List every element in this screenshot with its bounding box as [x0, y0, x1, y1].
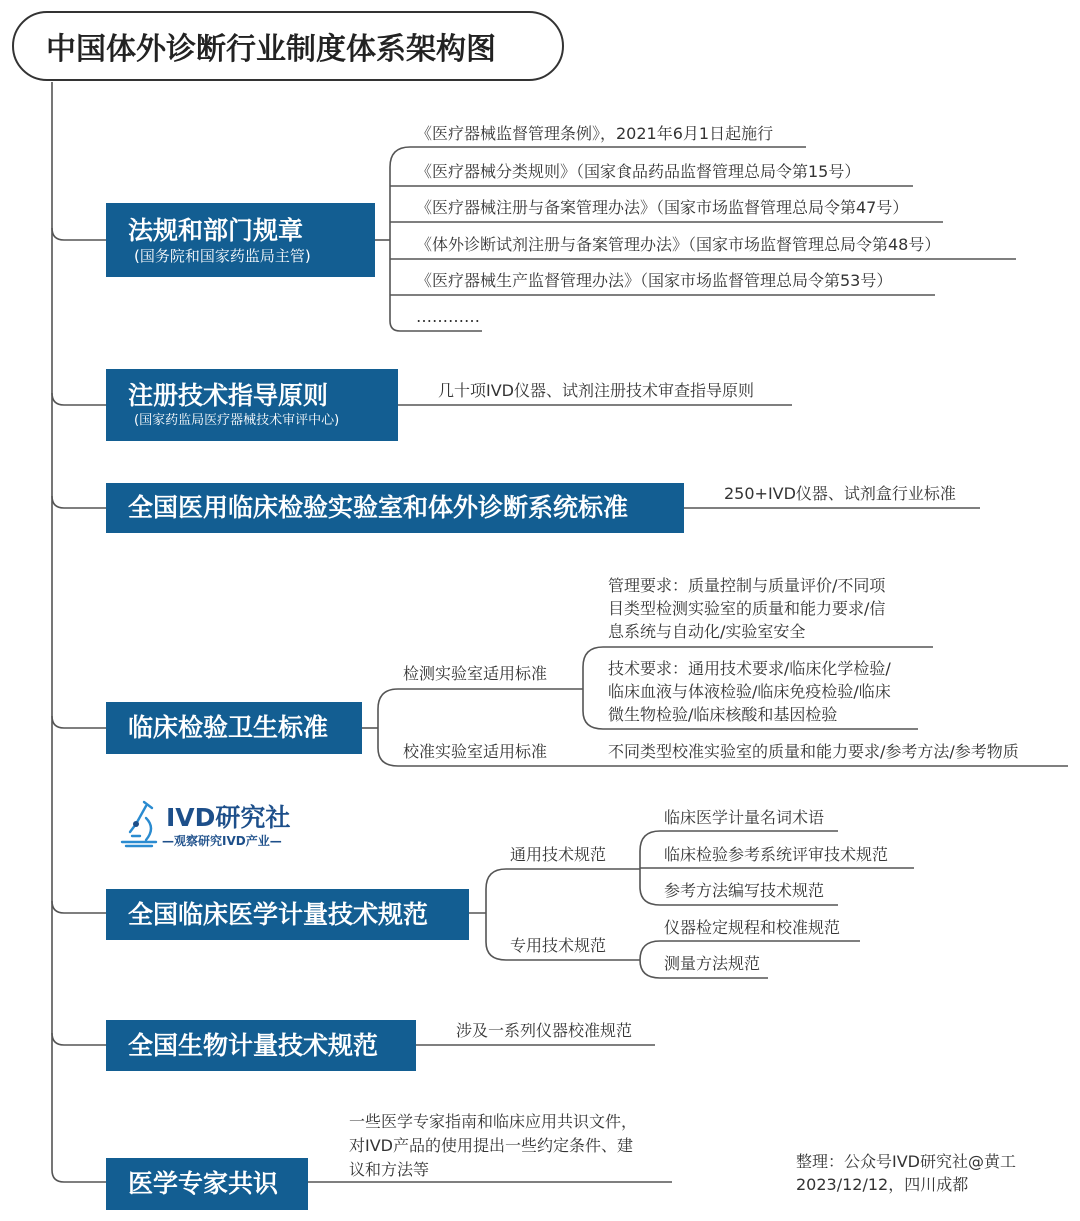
- regulation-item: 《体外诊断试剂注册与备案管理办法》（国家市场监督管理总局令第48号）: [416, 235, 941, 254]
- node-guidelines: [106, 369, 398, 441]
- node-standards-label: 全国医用临床检验实验室和体外诊断系统标准: [128, 493, 629, 522]
- metrology-special-item: 仪器检定规程和校准规范: [664, 918, 841, 937]
- credit: [796, 1150, 1016, 1196]
- logo-name: IVD研究社: [166, 803, 291, 832]
- node-consensus: [106, 1158, 308, 1210]
- hygiene-tech-line: 技术要求：通用技术要求/临床化学检验/: [608, 659, 891, 678]
- hygiene-mgmt-line: 管理要求：质量控制与质量评价/不同项: [608, 576, 886, 595]
- node-guidelines-sub: (国家药监局医疗器械技术审评中心): [134, 413, 340, 428]
- node-bio-label: 全国生物计量技术规范: [128, 1030, 379, 1060]
- microscope-icon: [116, 798, 162, 852]
- node-consensus-label: 医学专家共识: [128, 1169, 279, 1198]
- hygiene-tech-line: 临床血液与体液检验/临床免疫检验/临床: [608, 682, 891, 701]
- hygiene-mgmt-line: 目类型检测实验室的质量和能力要求/信: [608, 599, 886, 618]
- metrology-special: 专用技术规范: [510, 936, 607, 955]
- hygiene-branch-testing: 检测实验室适用标准: [403, 664, 548, 683]
- consensus-note-line: 一些医学专家指南和临床应用共识文件，: [349, 1112, 638, 1131]
- node-metrology: [106, 889, 469, 940]
- hygiene-calibration-note: 不同类型校准实验室的质量和能力要求/参考方法/参考物质: [608, 742, 1019, 761]
- node-standards: [106, 483, 684, 533]
- metrology-general-item: 临床检验参考系统评审技术规范: [664, 845, 889, 864]
- metrology-special-item: 测量方法规范: [664, 954, 761, 973]
- consensus-note-line: 议和方法等: [349, 1160, 430, 1179]
- node-regulations: [106, 203, 375, 277]
- regulation-item: 《医疗器械分类规则》（国家食品药品监督管理总局令第15号）: [416, 162, 861, 181]
- node-bio: [106, 1020, 416, 1071]
- metrology-general: 通用技术规范: [510, 845, 607, 864]
- node-guidelines-label: 注册技术指导原则: [128, 381, 329, 410]
- node-hygiene-label: 临床检验卫生标准: [128, 713, 329, 742]
- bio-note: 涉及一系列仪器校准规范: [456, 1021, 633, 1040]
- guidelines-note: 几十项IVD仪器、试剂注册技术审查指导原则: [438, 381, 754, 400]
- diagram-title: 中国体外诊断行业制度体系架构图: [12, 11, 564, 81]
- consensus-note-line: 对IVD产品的使用提出一些约定条件、建: [349, 1136, 633, 1155]
- standards-note: 250+IVD仪器、试剂盒行业标准: [724, 484, 956, 503]
- node-regulations-label: 法规和部门规章: [128, 216, 304, 245]
- node-hygiene: [106, 702, 362, 754]
- regulation-item: 《医疗器械生产监督管理办法》（国家市场监督管理总局令第53号）: [416, 271, 893, 290]
- credit-author: 整理：公众号IVD研究社@黄工: [796, 1152, 1016, 1171]
- credit-date: 2023/12/12，四川成都: [796, 1175, 969, 1194]
- hygiene-branch-calibration: 校准实验室适用标准: [403, 742, 548, 761]
- node-metrology-label: 全国临床医学计量技术规范: [128, 899, 429, 929]
- metrology-general-item: 参考方法编写技术规范: [664, 881, 825, 900]
- node-regulations-sub: (国务院和国家药监局主管): [134, 247, 311, 265]
- regulation-item: …………: [416, 307, 480, 326]
- hygiene-mgmt-line: 息系统与自动化/实验室安全: [608, 622, 806, 641]
- metrology-general-item: 临床医学计量名词术语: [664, 808, 825, 827]
- ivd-logo: [116, 798, 316, 852]
- regulation-item: 《医疗器械监督管理条例》，2021年6月1日起施行: [416, 124, 774, 143]
- logo-slogan: —观察研究IVD产业—: [162, 834, 282, 848]
- regulation-item: 《医疗器械注册与备案管理办法》（国家市场监督管理总局令第47号）: [416, 198, 909, 217]
- hygiene-tech-line: 微生物检验/临床核酸和基因检验: [608, 705, 838, 724]
